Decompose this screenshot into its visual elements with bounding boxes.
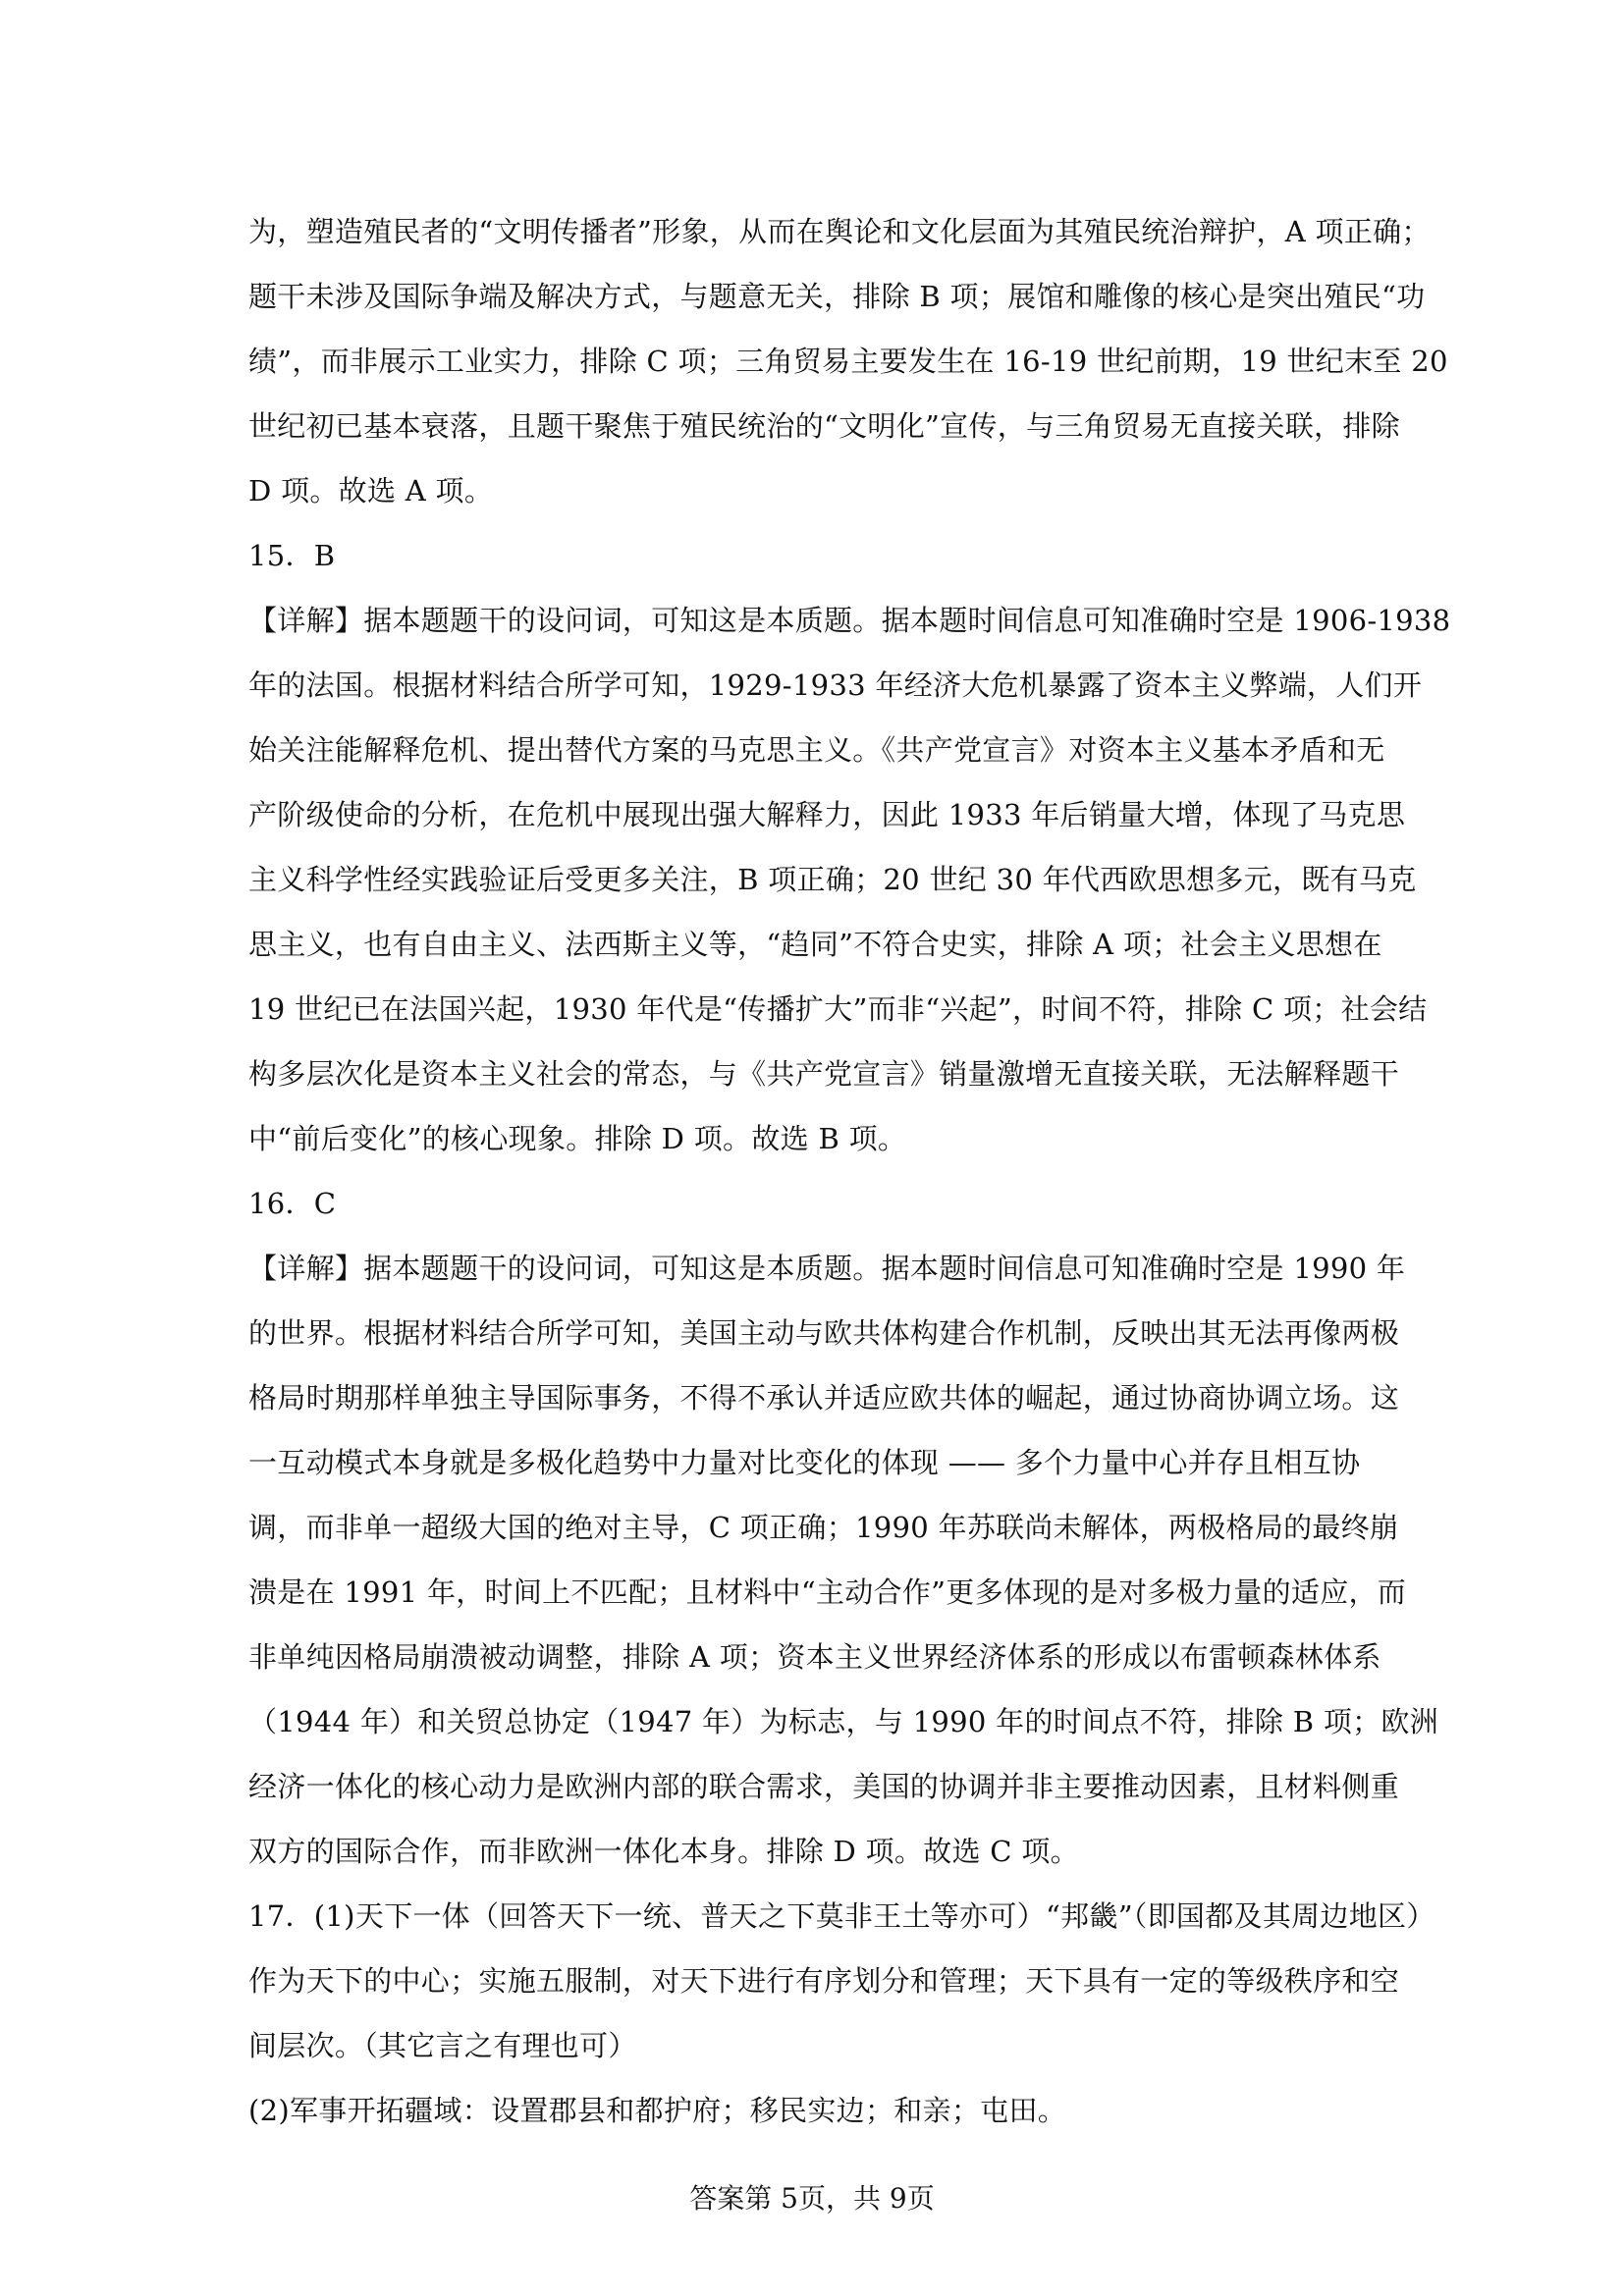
text-line: 题干未涉及国际争端及解决方式，与题意无关，排除 B 项；展馆和雕像的核心是突出殖民“功: [248, 280, 1426, 313]
page-footer: 答案第 5页，共 9页: [689, 2182, 935, 2215]
text-line: 格局时期那样单独主导国际事务，不得不承认并适应欧共体的崛起，通过协商协调立场。这: [248, 1381, 1400, 1415]
text-line: 中“前后变化”的核心现象。排除 D 项。故选 B 项。: [248, 1122, 907, 1155]
text-line: 产阶级使命的分析，在危机中展现出强大解释力，因此 1933 年后销量大增，体现了马克思: [248, 798, 1406, 831]
question-17-answer: 17．(1)天下一体（回答天下一统、普天之下莫非王土等亦可）“邦畿”（即国都及其周边地区）: [248, 1899, 1435, 1933]
text-line: 始关注能解释危机、提出替代方案的马克思主义。《共产党宣言》对资本主义基本矛盾和无: [248, 733, 1385, 767]
text-line: (2)军事开拓疆域：设置郡县和都护府；移民实边；和亲；屯田。: [248, 2094, 1067, 2127]
text-line: 非单纯因格局崩溃被动调整，排除 A 项；资本主义世界经济体系的形成以布雷顿森林体系: [248, 1640, 1381, 1674]
text-line: 的世界。根据材料结合所学可知，美国主动与欧共体构建合作机制，反映出其无法再像两极: [248, 1316, 1400, 1350]
text-line: （1944 年）和关贸总协定（1947 年）为标志，与 1990 年的时间点不符，排除 B 项；欧洲: [248, 1705, 1439, 1738]
text-line: 19 世纪已在法国兴起，1930 年代是“传播扩大”而非“兴起”，时间不符，排除 C 项；社会结: [248, 992, 1428, 1026]
question-15-answer: 15．B: [248, 539, 336, 572]
answer-body: [248, 199, 1451, 2143]
text-line: 双方的国际合作，而非欧洲一体化本身。排除 D 项。故选 C 项。: [248, 1835, 1079, 1868]
text-line: D 项。故选 A 项。: [248, 474, 494, 507]
text-line: 构多层次化是资本主义社会的常态，与《共产党宣言》销量激增无直接关联，无法解释题干: [248, 1057, 1400, 1091]
text-line: 溃是在 1991 年，时间上不匹配；且材料中“主动合作”更多体现的是对多极力量的适应，而: [248, 1575, 1407, 1609]
text-line: 调，而非单一超级大国的绝对主导，C 项正确；1990 年苏联尚未解体，两极格局的最终崩: [248, 1511, 1399, 1544]
text-line: 【详解】据本题题干的设问词，可知这是本质题。据本题时间信息可知准确时空是 1990 年: [248, 1252, 1406, 1285]
text-line: 主义科学性经实践验证后受更多关注，B 项正确；20 世纪 30 年代西欧思想多元，既有马克: [248, 863, 1417, 896]
text-line: 世纪初已基本衰落，且题干聚焦于殖民统治的“文明化”宣传，与三角贸易无直接关联，排除: [248, 409, 1400, 443]
text-line: 作为天下的中心；实施五服制，对天下进行有序划分和管理；天下具有一定的等级秩序和空: [248, 1964, 1400, 1998]
text-line: 为，塑造殖民者的“文明传播者”形象，从而在舆论和文化层面为其殖民统治辩护，A 项正确；: [248, 215, 1431, 248]
text-line: 【详解】据本题题干的设问词，可知这是本质题。据本题时间信息可知准确时空是 1906-1938: [248, 604, 1451, 637]
question-16-answer: 16．C: [248, 1187, 337, 1220]
text-line: 思主义，也有自由主义、法西斯主义等，“趋同”不符合史实，排除 A 项；社会主义思想在: [248, 928, 1382, 961]
text-line: 经济一体化的核心动力是欧洲内部的联合需求，美国的协调并非主要推动因素，且材料侧重: [248, 1770, 1400, 1803]
text-line: 间层次。（其它言之有理也可）: [248, 2029, 637, 2062]
text-line: 一互动模式本身就是多极化趋势中力量对比变化的体现 —— 多个力量中心并存且相互协: [248, 1446, 1361, 1479]
text-line: 绩”，而非展示工业实力，排除 C 项；三角贸易主要发生在 16-19 世纪前期，19 世纪末至 20: [248, 345, 1448, 378]
text-line: 年的法国。根据材料结合所学可知，1929-1933 年经济大危机暴露了资本主义弊端，人们开: [248, 668, 1423, 702]
